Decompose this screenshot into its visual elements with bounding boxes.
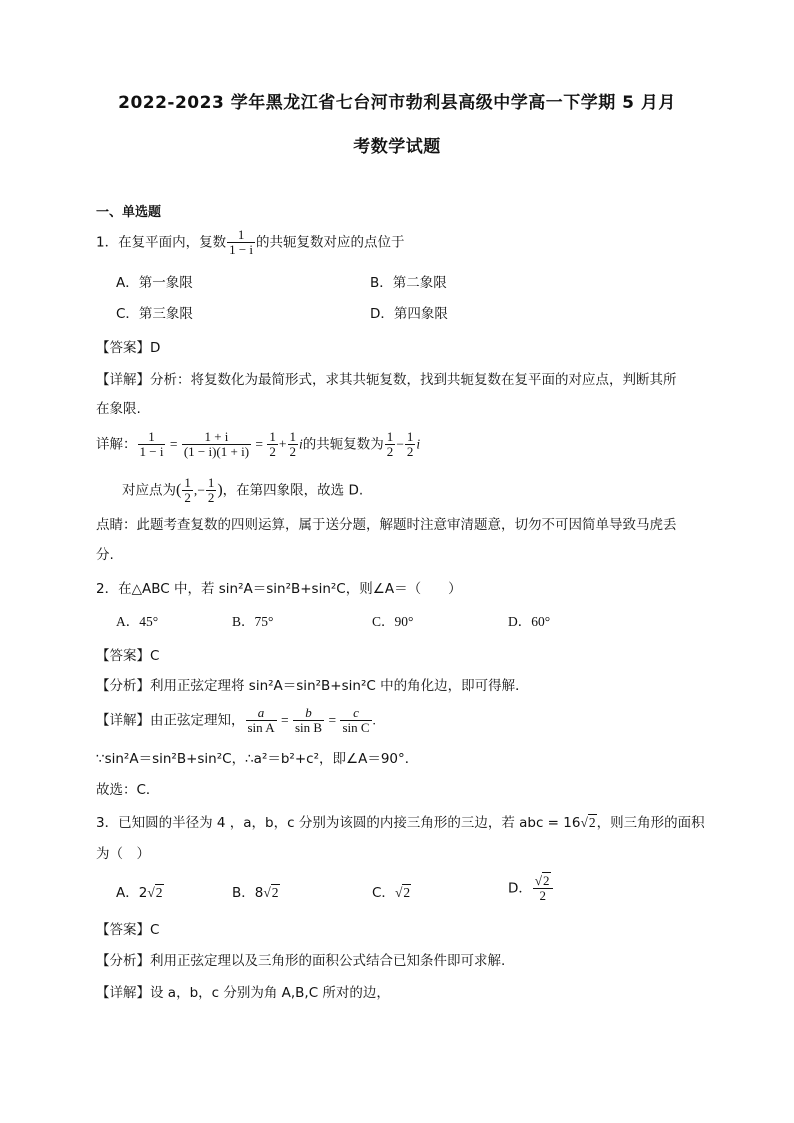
q3-detail-text: 设 a，b，c 分别为角 A,B,C 所对的边， xyxy=(150,985,390,1001)
q1-answer-tag: 【答案】 xyxy=(96,340,150,356)
q3-option-a-label: A．2 xyxy=(116,885,148,901)
q2-option-a: A．45° xyxy=(116,614,159,629)
q1-option-a: A．第一象限 xyxy=(116,275,193,291)
q2-detail-pre: 由正弦定理知， xyxy=(150,712,245,729)
q1-calculation: 详解： $\frac{1}{1 - i}$ = $\frac{1 + i}{(1 - i)(1 + i)}$ = $\frac{1}{2}$ + $\frac{1}{2}$ i的共轭复数为 $\frac{1}{2}$ − $\frac{1}{2}$ i xyxy=(96,429,421,459)
question-3-stem-line-1 xyxy=(96,814,705,832)
q2-detail-frac-1 xyxy=(246,706,277,735)
q1-calc-f5-num: 1 xyxy=(386,429,394,444)
q3-option-c xyxy=(372,884,411,902)
q3-stem-pre: 3．已知圆的半径为 4 ，a，b，c 分别为该圆的内接三角形的三边，若 abc = 16 xyxy=(96,815,581,831)
q3-answer-value: C xyxy=(150,922,160,938)
q1-stem-frac-num: 1 xyxy=(237,227,245,242)
q1-point-f1-den: 2 xyxy=(184,490,191,505)
q3-option-d-rad: 2 xyxy=(543,873,550,888)
q3-analysis-tag: 【分析】 xyxy=(96,953,150,969)
q1-answer xyxy=(96,339,160,357)
q1-answer-value: D xyxy=(150,340,161,356)
q1-calc-frac-5 xyxy=(385,430,396,459)
q1-calc-f5-den: 2 xyxy=(386,444,394,459)
title-line-1: 2022-2023 学年黑龙江省七台河市勃利县高级中学高一下学期 5 月月 xyxy=(118,93,676,113)
q1-point-pre: 对应点为 xyxy=(122,482,176,499)
q1-calc-frac-1 xyxy=(138,430,166,459)
q1-note-line-2: 分. xyxy=(96,547,114,563)
q2-detail-f3-den: sin C xyxy=(342,720,370,735)
q1-stem-post: 的共轭复数对应的点位于 xyxy=(256,234,405,251)
q1-calc-frac-2 xyxy=(182,430,251,459)
q2-detail-frac-2 xyxy=(293,706,324,735)
q1-calc-f3-num: 1 xyxy=(269,429,276,444)
q2-detail-line-2: ∵sin²A＝sin²B+sin²C，∴a²＝b²+c²，即∠A＝90°． xyxy=(96,751,419,767)
q2-answer-tag: 【答案】 xyxy=(96,648,150,664)
q1-calc-f4-den: 2 xyxy=(289,444,297,459)
q2-detail-f1-den: sin A xyxy=(247,720,275,735)
q2-answer-value: C xyxy=(150,648,160,664)
q1-note-line-1: 点睛：此题考查复数的四则运算，属于送分题，解题时注意审清题意，切勿不可因简单导致马虎丢 xyxy=(96,517,677,533)
q2-answer xyxy=(96,647,159,665)
q1-stem-fraction xyxy=(227,228,255,257)
q3-option-c-label: C． xyxy=(372,885,395,901)
question-2-stem: 2．在△ABC 中，若 sin²A＝sin²B+sin²C，则∠A＝（ ） xyxy=(96,581,462,597)
q3-option-d xyxy=(508,874,554,903)
q2-option-b: B．75° xyxy=(232,614,274,629)
q2-detail-tag: 【详解】 xyxy=(96,712,150,729)
q1-point-f2-num: 1 xyxy=(207,475,215,490)
q1-calc-f2-num: 1 + i xyxy=(204,429,229,444)
q1-calc-frac-4 xyxy=(288,430,299,459)
q2-detail-line-3: 故选：C． xyxy=(96,782,160,798)
q1-detail-tag: 【详解】 xyxy=(96,372,150,388)
q1-calc-f4-num: 1 xyxy=(289,429,297,444)
q2-detail-frac-3 xyxy=(340,706,371,735)
q2-detail-f1-num: a xyxy=(257,705,265,720)
q2-detail-f2-den: sin B xyxy=(294,720,323,735)
question-1-stem xyxy=(96,228,405,257)
q3-detail-tag: 【详解】 xyxy=(96,985,150,1001)
q1-option-d: D．第四象限 xyxy=(370,306,448,322)
q3-option-d-den: 2 xyxy=(533,888,553,903)
q1-calc-frac-6 xyxy=(405,430,416,459)
title-line-2: 考数学试题 xyxy=(353,137,441,157)
q2-detail: 【详解】由正弦定理知， $\frac{a}{\text{sin A}}$ = $\frac{b}{\text{sin B}}$ = $\frac{c}{\text{sin C}}$ . xyxy=(96,705,376,735)
question-3-stem-line-2: 为（ ） xyxy=(96,846,150,862)
q1-detail-text: 分析：将复数化为最简形式，求其共轭复数，找到共轭复数在复平面的对应点，判断其所 xyxy=(150,372,677,388)
q1-calc-f2-den: (1 − i)(1 + i) xyxy=(183,444,250,459)
q3-option-d-sqrt: √2 xyxy=(534,873,550,888)
q1-calc-lead: 详解： xyxy=(96,436,137,453)
q3-answer xyxy=(96,921,159,939)
q1-point-f2-den: 2 xyxy=(207,490,215,505)
q1-calc-mid: 的共轭复数为 xyxy=(302,436,384,453)
q2-option-d: D．60° xyxy=(508,614,551,629)
q1-calc-frac-3 xyxy=(267,430,278,459)
q3-analysis-text: 利用正弦定理以及三角形的面积公式结合已知条件即可求解. xyxy=(150,953,506,969)
q1-calc-f6-den: 2 xyxy=(406,444,414,459)
q3-option-b-sqrt: √2 xyxy=(263,885,279,900)
q3-answer-tag: 【答案】 xyxy=(96,922,150,938)
q2-analysis xyxy=(96,677,529,695)
q3-option-a-sqrt: √2 xyxy=(147,885,163,900)
q3-option-c-sqrt: √2 xyxy=(394,885,411,900)
q3-analysis xyxy=(96,952,505,970)
q3-option-d-frac xyxy=(533,874,553,903)
q2-detail-f3-num: c xyxy=(353,705,359,720)
q1-point-f1-num: 1 xyxy=(184,475,191,490)
q3-option-b-rad: 2 xyxy=(271,885,279,900)
q1-calc-f3-den: 2 xyxy=(269,444,276,459)
q3-option-a-rad: 2 xyxy=(155,885,163,900)
q3-stem-post: ，则三角形的面积 xyxy=(596,815,705,831)
q3-option-a xyxy=(116,884,164,902)
q1-calc-f1-den: 1 − i xyxy=(139,444,164,459)
q1-point-frac-1 xyxy=(182,476,193,505)
q3-option-c-rad: 2 xyxy=(403,885,411,900)
q1-calc-f6-num: 1 xyxy=(406,429,414,444)
q3-option-b-label: B．8 xyxy=(232,885,264,901)
q1-detail-line-2: 在象限. xyxy=(96,401,141,417)
section-heading: 一、单选题 xyxy=(96,205,162,220)
q3-detail xyxy=(96,984,390,1002)
q1-point-post: ，在第四象限，故选 D. xyxy=(222,482,364,499)
q1-stem-pre: 1．在复平面内，复数 xyxy=(96,234,227,251)
q1-option-c: C．第三象限 xyxy=(116,306,193,322)
q2-analysis-tag: 【分析】 xyxy=(96,678,150,694)
q1-stem-frac-den: 1 − i xyxy=(229,242,254,257)
q2-detail-f2-num: b xyxy=(305,705,312,720)
q1-point-line: 对应点为( $\frac{1}{2}$ ,− $\frac{1}{2}$ )，在第四象限，故选 D. xyxy=(122,475,364,505)
q3-option-b xyxy=(232,884,280,902)
q1-calc-f1-num: 1 xyxy=(148,429,155,444)
q2-option-c: C．90° xyxy=(372,614,414,629)
q3-option-d-label: D． xyxy=(508,880,532,897)
q1-point-frac-2 xyxy=(206,476,217,505)
q3-stem-sqrt: √2 xyxy=(580,815,596,830)
q2-analysis-text: 利用正弦定理将 sin²A＝sin²B+sin²C 中的角化边，即可得解． xyxy=(150,678,529,694)
q1-detail-line-1 xyxy=(96,371,677,389)
q1-option-b: B．第二象限 xyxy=(370,275,447,291)
q3-stem-sqrt-rad: 2 xyxy=(588,815,596,830)
